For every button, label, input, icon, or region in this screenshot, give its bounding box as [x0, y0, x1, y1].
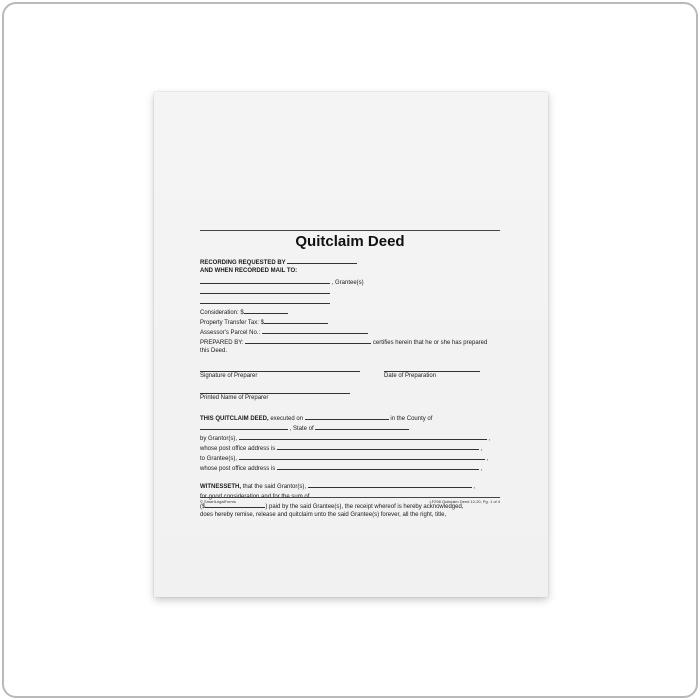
prepared-by-label: PREPARED BY:	[200, 340, 244, 346]
prepared-by-row	[200, 336, 500, 346]
sum-text: for good consideration and for the sum of	[200, 494, 310, 500]
comma: ,	[480, 446, 483, 452]
title-rule	[200, 230, 500, 231]
execution-date-line[interactable]	[305, 412, 389, 420]
grantors-label: by Grantor(s),	[200, 436, 238, 442]
witnesseth-row	[200, 480, 500, 490]
parcel-row	[200, 326, 500, 336]
transfer-tax-line[interactable]	[264, 316, 328, 324]
executed-on-label: executed on	[270, 416, 304, 422]
transfer-tax-row	[200, 316, 500, 326]
mail-to-row	[200, 266, 500, 276]
remise-row	[200, 510, 500, 520]
executed-row	[200, 412, 500, 422]
consideration-line[interactable]	[244, 306, 288, 314]
remise-text: does hereby remise, release and quitclaim unto the said Grantee(s) forever, all the right, title,	[200, 512, 447, 518]
grantee-address-label: whose post office address is	[200, 466, 276, 472]
grantees-row	[200, 452, 500, 462]
grantee-line[interactable]	[200, 276, 330, 284]
printed-name-row	[200, 386, 500, 408]
footer-brand: © SmartLegalForms	[200, 499, 236, 504]
address-line[interactable]	[200, 296, 330, 304]
parcel-line[interactable]	[262, 326, 368, 334]
parcel-label: Assessor's Parcel No.:	[200, 330, 261, 336]
preparer-signature-line[interactable]	[200, 364, 360, 372]
grantee-address-line[interactable]	[277, 462, 479, 470]
paid-open: ($	[200, 504, 206, 510]
recording-requested-label: RECORDING REQUESTED BY	[200, 260, 286, 266]
grantee-address-row	[200, 462, 500, 472]
grantee-row	[200, 276, 500, 286]
deed-content	[200, 230, 500, 520]
grantee-label: , Grantee(s)	[331, 280, 364, 286]
preparer-signature-label: Signature of Preparer	[200, 373, 258, 379]
consideration-label: Consideration: $	[200, 310, 244, 316]
comma: ,	[486, 456, 489, 462]
address-row	[200, 286, 500, 296]
deed-intro: THIS QUITCLAIM DEED,	[200, 416, 269, 422]
printed-name-line[interactable]	[200, 386, 350, 394]
product-frame	[2, 2, 698, 698]
spacer	[200, 472, 500, 480]
printed-name-label: Printed Name of Preparer	[200, 395, 269, 401]
recording-requested-row	[200, 256, 500, 266]
signature-row	[200, 364, 500, 386]
paid-text: ) paid by the said Grantee(s), the receipt whereof is hereby acknowledged,	[265, 504, 464, 510]
to-grantees-label: to Grantee(s),	[200, 456, 238, 462]
address-line[interactable]	[200, 286, 330, 294]
recording-requested-line[interactable]	[287, 256, 357, 264]
state-row	[200, 422, 500, 432]
county-label: in the County of	[390, 416, 433, 422]
prepared-by-line[interactable]	[245, 336, 371, 344]
document-page	[154, 92, 548, 597]
grantor-address-row	[200, 442, 500, 452]
spacer	[200, 356, 500, 364]
page-title: Quitclaim Deed	[295, 233, 405, 250]
grantor-address-label: whose post office address is	[200, 446, 276, 452]
witnesseth-grantors-line[interactable]	[308, 480, 472, 488]
this-deed-text: this Deed.	[200, 348, 228, 354]
witnesseth-label: WITNESSETH,	[200, 484, 242, 490]
preparer-signature-block	[200, 364, 360, 381]
grantors-row	[200, 432, 500, 442]
footer-form-id: LF298 Quitclaim Deed 12-20, Pg. 1 of 4	[429, 499, 500, 504]
grantor-address-line[interactable]	[277, 442, 479, 450]
this-deed-row	[200, 346, 500, 356]
comma: ,	[488, 436, 491, 442]
state-line[interactable]	[315, 422, 409, 430]
comma: ,	[473, 484, 476, 490]
preparation-date-label: Date of Preparation	[384, 373, 437, 379]
printed-name-block	[200, 386, 350, 403]
grantees-line[interactable]	[239, 452, 485, 460]
mail-to-label: AND WHEN RECORDED MAIL TO:	[200, 268, 298, 274]
grantors-line[interactable]	[239, 432, 487, 440]
preparation-date-line[interactable]	[384, 364, 480, 372]
county-line[interactable]	[200, 422, 288, 430]
consideration-row	[200, 306, 500, 316]
address-row	[200, 296, 500, 306]
certifies-text: certifies herein that he or she has prepared	[372, 340, 488, 346]
comma: ,	[480, 466, 483, 472]
preparation-date-block	[384, 364, 480, 381]
witnesseth-text: that the said Grantor(s),	[242, 484, 307, 490]
transfer-tax-label: Property Transfer Tax: $	[200, 320, 264, 326]
state-label: , State of	[289, 426, 314, 432]
